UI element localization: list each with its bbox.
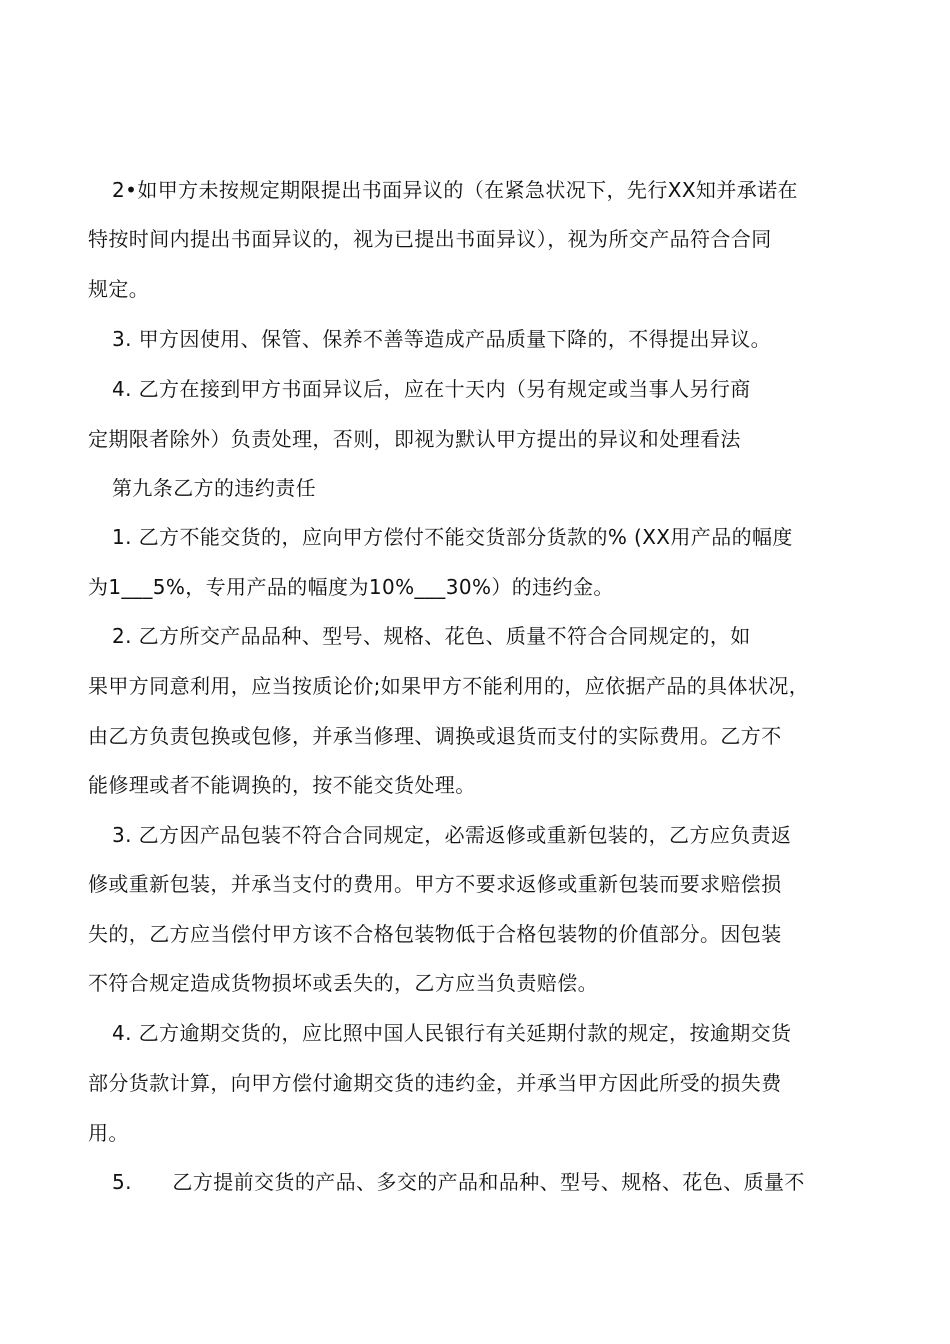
text-line: 特按时间内提出书面异议的，视为已提出书面异议），视为所交产品符合合同 <box>88 227 772 251</box>
text-line: 4. 乙方在接到甲方书面异议后，应在十天内（另有规定或当事人另行商 <box>112 377 751 401</box>
text-line: 规定。 <box>88 277 150 301</box>
text-line: 部分货款计算，向甲方偿付逾期交货的违约金，并承当甲方因此所受的损失费 <box>88 1071 782 1095</box>
text-line: 4. 乙方逾期交货的，应比照中国人民银行有关延期付款的规定，按逾期交货 <box>112 1021 792 1045</box>
text-line: 5. 乙方提前交货的产品、多交的产品和品种、型号、规格、花色、质量不 <box>112 1170 805 1194</box>
text-line: 用。 <box>88 1121 129 1145</box>
text-line: 定期限者除外）负责处理，否则，即视为默认甲方提出的异议和处理看法 <box>88 427 741 451</box>
text-line: 由乙方负责包换或包修，并承当修理、调换或退货而支付的实际费用。乙方不 <box>88 724 782 748</box>
text-line: 失的，乙方应当偿付甲方该不合格包装物低于合格包装物的价值部分。因包装 <box>88 922 782 946</box>
text-line: 为1___5%，专用产品的幅度为10%___30%）的违约金。 <box>88 575 614 599</box>
text-line: 3. 乙方因产品包装不符合合同规定，必需返修或重新包装的，乙方应负责返 <box>112 823 792 847</box>
text-line: 1. 乙方不能交货的，应向甲方偿付不能交货部分货款的% (XX用产品的幅度 <box>112 525 793 549</box>
section-heading: 第九条乙方的违约责任 <box>112 476 316 500</box>
text-line: 果甲方同意利用，应当按质论价;如果甲方不能利用的，应依据产品的具体状况， <box>88 674 810 698</box>
text-line: 3. 甲方因使用、保管、保养不善等造成产品质量下降的，不得提出异议。 <box>112 327 772 351</box>
text-line: 2•如甲方未按规定期限提出书面异议的（在紧急状况下，先行XX知并承诺在 <box>112 178 798 202</box>
text-line: 修或重新包装，并承当支付的费用。甲方不要求返修或重新包装而要求赔偿损 <box>88 872 782 896</box>
text-line: 2. 乙方所交产品品种、型号、规格、花色、质量不符合合同规定的，如 <box>112 624 751 648</box>
text-line: 不符合规定造成货物损坏或丢失的，乙方应当负责赔偿。 <box>88 971 598 995</box>
text-line: 能修理或者不能调换的，按不能交货处理。 <box>88 773 476 797</box>
